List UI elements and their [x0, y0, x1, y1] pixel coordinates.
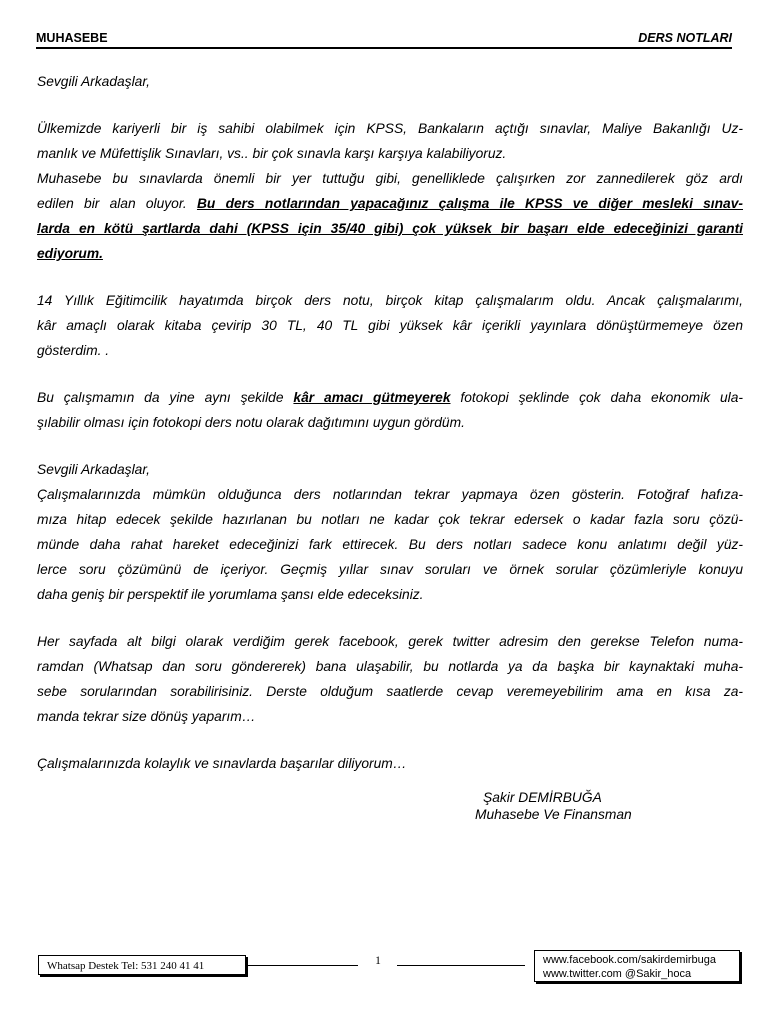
paragraph-line: sebe sorularından sorabilirisiniz. Derste olduğum saatlerde cevap veremeyebilirim ama en kısa za-	[37, 684, 743, 699]
paragraph-line: şılabilir olması için fotokopi ders notu olarak dağıtımını uygun gördüm.	[37, 415, 465, 430]
paragraph-line: kâr amaçlı olarak kitaba çevirip 30 TL, 40 TL gibi yüksek kâr içerikli yayınlara dönüştürmemeye özen	[37, 318, 743, 333]
plain-text: Bu çalışmamın da yine aynı şekilde	[37, 390, 294, 405]
signature-block	[475, 789, 632, 823]
page-number: 1	[375, 955, 381, 967]
paragraph-line: Muhasebe bu sınavlarda önemli bir yer tuttuğu gibi, genelliklede çalışırken zor zannedilerek göz ardı	[37, 171, 743, 186]
page-header	[36, 31, 732, 49]
emphasis-text: Bu ders notlarından yapacağınız çalışma ile KPSS ve diğer mesleki sınav-	[196, 196, 743, 211]
paragraph-line: lerce soru çözümünü de içeriyor. Geçmiş yıllar sınav soruları ve örnek sorular çözümleriyle konuyu	[37, 562, 743, 577]
twitter-link: www.twitter.com @Sakir_hoca	[543, 968, 692, 980]
spacer	[37, 607, 743, 629]
paragraph-line	[37, 191, 743, 216]
emphasis-line: ediyorum.	[37, 246, 103, 261]
paragraph-line: Çalışmalarınızda mümkün olduğunca ders notlarından tekrar yapmaya özen gösterin. Fotoğraf hafıza-	[37, 487, 743, 502]
whatsapp-support-box: Whatsap Destek Tel: 531 240 41 41	[38, 955, 246, 975]
emphasis-line: larda en kötü şartlarda dahi (KPSS için 35/40 gibi) çok yüksek bir başarı elde edeceğinizi garanti	[37, 221, 743, 236]
footer-divider-right	[397, 965, 525, 966]
paragraph-line: ramdan (Whatsap dan soru göndererek) bana ulaşabilir, bu notlarda ya da başka bir kaynaktaki muha-	[37, 659, 743, 674]
header-doc-type: DERS NOTLARI	[638, 31, 732, 45]
spacer	[37, 266, 743, 288]
plain-text: edilen bir alan oluyor.	[37, 196, 197, 211]
closing-line: Çalışmalarınızda kolaylık ve sınavlarda başarılar diliyorum…	[37, 756, 407, 771]
paragraph-line: mıza hitap edecek şekilde hazırlanan bu notları ne kadar çok tekrar edersek o kadar fazla soru çözü-	[37, 512, 743, 527]
header-subject: MUHASEBE	[36, 31, 108, 45]
facebook-link: www.facebook.com/sakirdemirbuga	[543, 954, 717, 966]
paragraph-line: manda tekrar size dönüş yaparım…	[37, 709, 256, 724]
footer-divider-left	[248, 965, 358, 966]
author-title: Muhasebe Ve Finansman	[475, 807, 632, 822]
spacer	[37, 94, 743, 116]
paragraph-line: münde daha rahat hareket edeceğinizi fark ettirecek. Bu ders notları sadece konu anlatımı değil yüz-	[37, 537, 743, 552]
letter-body	[37, 69, 743, 776]
paragraph-line: 14 Yıllık Eğitimcilik hayatımda birçok ders notu, birçok kitap çalışmalarım oldu. Ancak çalışmalarımı,	[37, 293, 743, 308]
paragraph-line: manlık ve Müfettişlik Sınavları, vs.. bir çok sınavla karşı karşıya kalabiliyoruz.	[37, 146, 507, 161]
paragraph-line: Her sayfada alt bilgi olarak verdiğim gerek facebook, gerek twitter adresim den gerekse Telefon numa-	[37, 634, 743, 649]
spacer	[37, 729, 743, 751]
paragraph-line: Ülkemizde kariyerli bir iş sahibi olabilmek için KPSS, Bankaların açtığı sınavlar, Maliye Bakanlığı Uz-	[37, 121, 743, 136]
spacer	[37, 363, 743, 385]
greeting: Sevgili Arkadaşlar,	[37, 462, 150, 477]
emphasis-text: kâr amacı gütmeyerek	[293, 390, 451, 405]
paragraph-line: gösterdim. .	[37, 343, 110, 358]
paragraph-line: daha geniş bir perspektif ile yorumlama şansı elde edeceksiniz.	[37, 587, 424, 602]
plain-text: fotokopi şeklinde çok daha ekonomik ula-	[450, 390, 743, 405]
author-name: Şakir DEMİRBUĞA	[483, 790, 602, 805]
paragraph-line	[37, 385, 743, 410]
social-links-box	[534, 950, 740, 982]
greeting: Sevgili Arkadaşlar,	[37, 74, 150, 89]
spacer	[37, 435, 743, 457]
